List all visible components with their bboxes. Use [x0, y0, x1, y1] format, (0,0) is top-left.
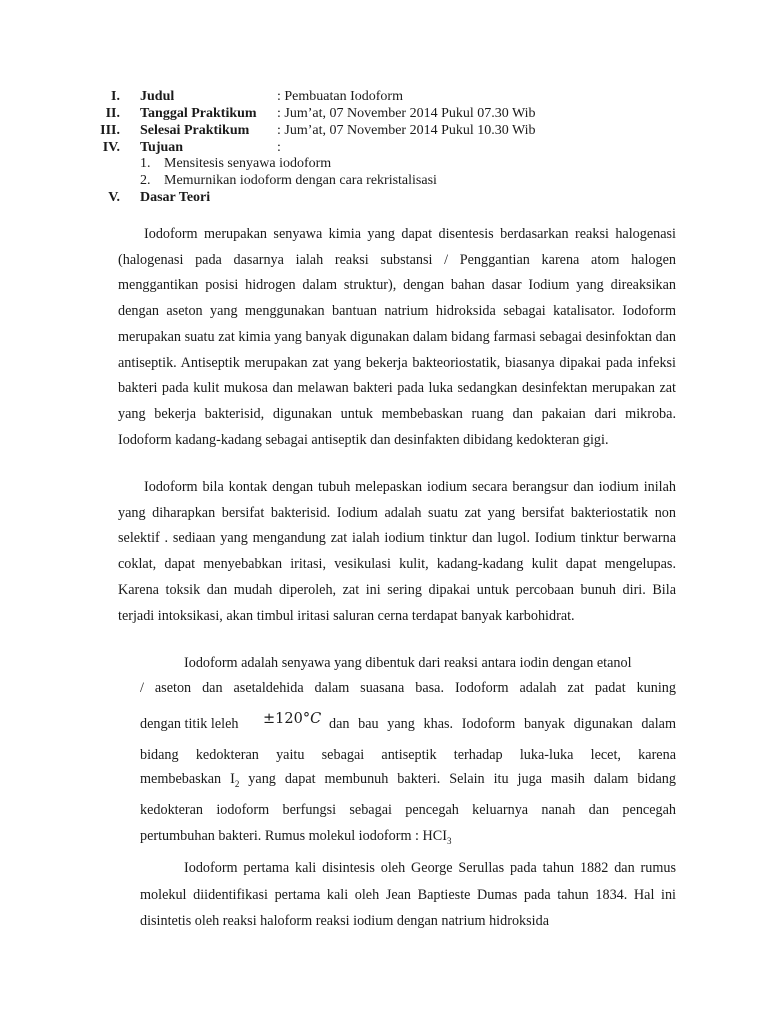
- section-label: Selesai Praktikum: [140, 123, 250, 138]
- section-value: : Jum’at, 07 November 2014 Pukul 07.30 Wib: [277, 106, 536, 121]
- header-row-selesai: [0, 122, 768, 139]
- tujuan-item-number: 1.: [140, 156, 151, 171]
- formula-degree: °: [302, 711, 311, 727]
- section-value: : Pembuatan Iodoform: [277, 89, 403, 104]
- section-value: : Jum’at, 07 November 2014 Pukul 10.30 Wib: [277, 123, 536, 138]
- section-number: IV.: [102, 140, 120, 155]
- formula-value: ±120: [263, 711, 303, 727]
- section-label: Tanggal Praktikum: [140, 106, 257, 121]
- tujuan-item: [0, 172, 768, 189]
- section-number: II.: [105, 106, 120, 121]
- paragraph-3-line-4: bidang kedokteran yaitu sebagai antiseptik terhadap luka-luka lecet, karena: [140, 747, 676, 763]
- formula-unit: C: [310, 711, 322, 727]
- tujuan-item: [0, 155, 768, 172]
- header-row-tanggal: [0, 105, 768, 122]
- paragraph-3-rest: membebaskan $I_2$ yang dapat membunuh bakteri. Selain itu juga masih dalam bidang kedokteran iodoform berfungsi sebagai pencegah keluarnya nanah dan pencegah pertumbuhan bakteri. Rumus molekul iodoform : $HCI_3$: [140, 771, 676, 846]
- tujuan-item-number: 2.: [140, 173, 151, 188]
- paragraph-4: Iodoform pertama kali disintesis oleh George Serullas pada tahun 1882 dan rumus molekul diidentifikasi pertama kali oleh Jean Baptieste Dumas pada tahun 1834. Hal ini disintetis oleh reaksi haloform reaksi iodium dengan natrium hidroksida: [140, 860, 676, 929]
- paragraph-3-line-1: Iodoform adalah senyawa yang dibentuk dari reaksi antara iodin dengan etanol: [184, 655, 632, 671]
- paragraph-3-line-2: / aseton dan asetaldehida dalam suasana basa. Iodoform adalah zat padat kuning: [140, 680, 676, 696]
- header-row-judul: [0, 88, 768, 105]
- section-label: Dasar Teori: [140, 190, 211, 205]
- section-number: I.: [111, 89, 120, 104]
- paragraph-3-line-3a: dengan titik leleh: [140, 716, 239, 732]
- header-row-tujuan: [0, 139, 768, 156]
- tujuan-item-text: Memurnikan iodoform dengan cara rekristalisasi: [164, 173, 437, 188]
- melting-point-formula: [263, 709, 321, 729]
- section-label: Judul: [140, 89, 175, 104]
- section-number: V.: [108, 190, 120, 205]
- header-row-dasar-teori: [0, 189, 768, 206]
- section-label: Tujuan: [140, 140, 184, 155]
- subscript: 2: [234, 778, 240, 789]
- paragraph-3-line-3b: dan bau yang khas. Iodoform banyak digunakan dalam: [329, 716, 676, 732]
- section-value: :: [277, 140, 281, 155]
- subscript: 3: [446, 835, 452, 846]
- section-number: III.: [100, 123, 120, 138]
- paragraph-2: Iodoform bila kontak dengan tubuh melepaskan iodium secara berangsur dan iodium inilah yang diharapkan bersifat bakterisid. Iodium adalah suatu zat yang bersifat bakteriostatik non selektif . sediaan yang mengandung zat ialah iodium tinktur dan lugol. Iodium tinktur berwarna coklat, dapat menyebabkan iritasi, vesikulasi kulit, kadang-kadang kulit dapat mengelupas. Karena toksik dan mudah diperoleh, zat ini sering dipakai untuk percobaan bunuh diri. Bila terjadi intoksikasi, akan timbul iritasi saluran cerna terdapat banyak karbohidrat.: [118, 479, 676, 624]
- tujuan-item-text: Mensitesis senyawa iodoform: [164, 156, 332, 171]
- paragraph-1: Iodoform merupakan senyawa kimia yang dapat disentesis berdasarkan reaksi halogenasi (halogenasi pada dasarnya ialah reaksi substansi / Penggantian karena atom halogen menggantikan posisi hidrogen dalam struktur), dengan bahan dasar Iodium yang direaksikan dengan aseton yang menggunakan bantuan natrium hidroksida sebagai katalisator. Iodoform merupakan suatu zat kimia yang banyak digunakan dalam bidang farmasi sebagai desinfoktan dan antiseptik. Antiseptik merupakan zat yang bekerja bakteoriostatik, biasanya dipakai pada infeksi bakteri pada kulit mukosa dan melawan bakteri pada luka sedangkan desinfektan merupakan zat yang bekerja bakterisid, digunakan untuk membebaskan ruang dan pakaian dari mikroba. Iodoform kadang-kadang sebagai antiseptik dan desinfakten dibidang kedokteran gigi.: [118, 226, 676, 448]
